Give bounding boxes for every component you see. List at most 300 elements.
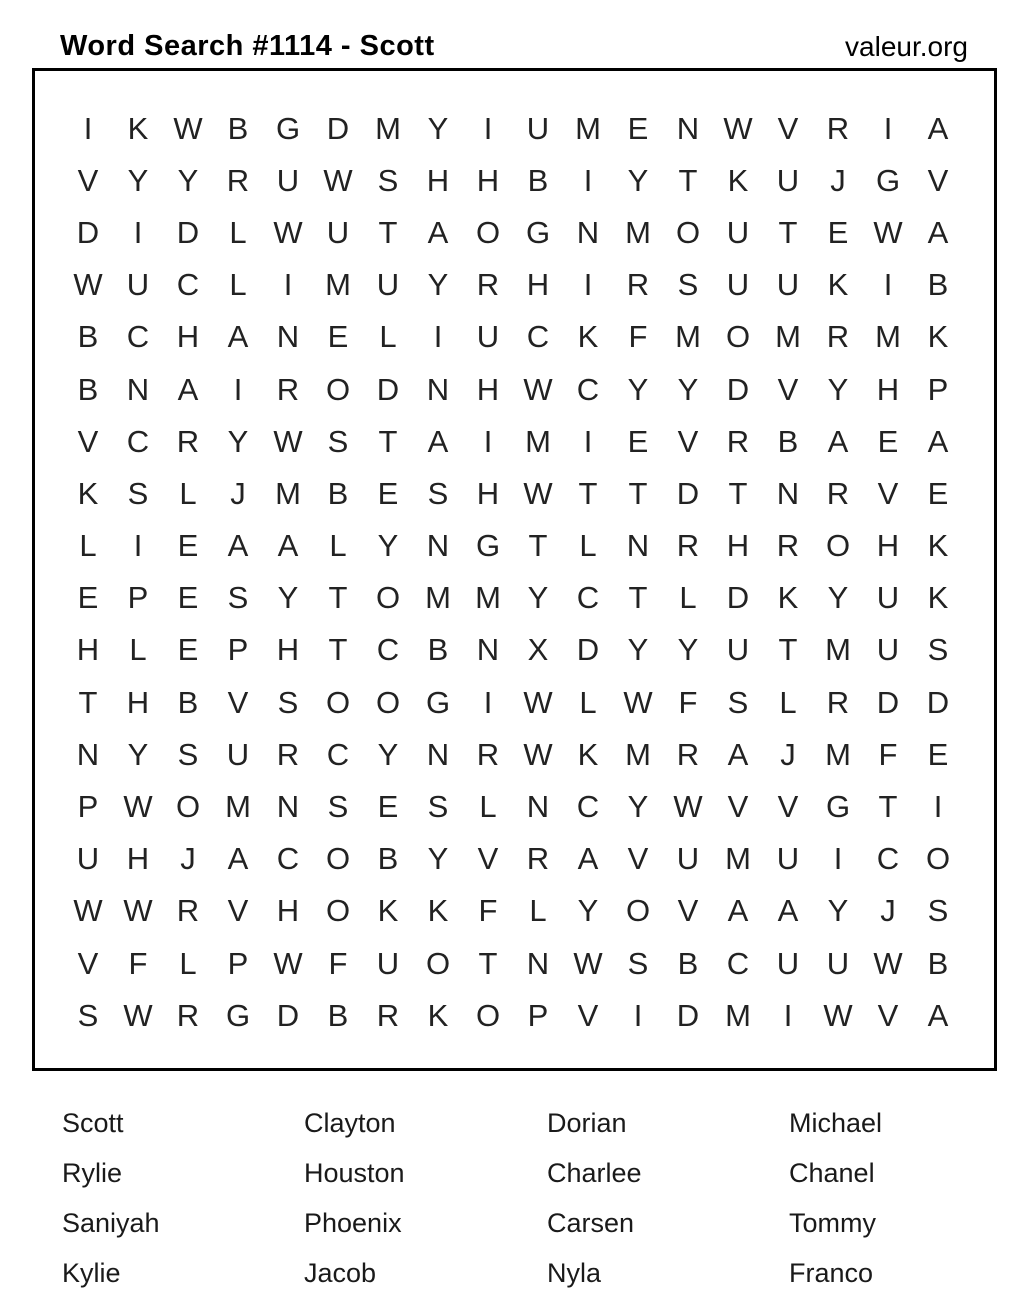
word-list-item: Franco — [789, 1257, 874, 1288]
grid-letter: R — [176, 893, 200, 929]
grid-letter: R — [226, 162, 250, 198]
grid-letter: A — [277, 528, 299, 564]
grid-letter: Y — [377, 528, 399, 564]
grid-letter: N — [676, 110, 700, 146]
word-list-item: Tommy — [789, 1207, 876, 1238]
grid-letter: T — [528, 528, 548, 564]
grid-letter: P — [227, 945, 249, 981]
grid-letter: S — [627, 945, 649, 981]
grid-letter: U — [676, 841, 700, 877]
grid-letter: H — [276, 893, 300, 929]
grid-letter: D — [926, 684, 950, 720]
grid-letter: L — [229, 214, 247, 250]
grid-letter: B — [377, 841, 399, 877]
grid-letter: O — [425, 945, 451, 981]
grid-letter: V — [777, 110, 799, 146]
grid-letter: M — [325, 267, 351, 303]
grid-letter: Y — [127, 162, 149, 198]
grid-letter: A — [727, 736, 749, 772]
grid-letter: G — [525, 214, 551, 250]
grid-letter: K — [927, 580, 949, 616]
grid-letter: U — [876, 580, 900, 616]
grid-letter: M — [875, 319, 901, 355]
grid-letter: W — [523, 684, 553, 720]
grid-letter: K — [127, 110, 149, 146]
grid-letter: M — [775, 319, 801, 355]
grid-letter: I — [883, 267, 893, 303]
grid-letter: H — [476, 371, 500, 407]
grid-letter: G — [275, 110, 301, 146]
grid-letter: Y — [677, 632, 699, 668]
word-list-item: Charlee — [547, 1157, 642, 1188]
grid-letter: I — [483, 423, 493, 459]
grid-letter: L — [329, 528, 347, 564]
grid-letter: O — [375, 580, 401, 616]
grid-letter: E — [177, 632, 199, 668]
grid-letter: D — [176, 214, 200, 250]
grid-letter: U — [776, 267, 800, 303]
grid-letter: B — [327, 475, 349, 511]
grid-letter: C — [126, 319, 150, 355]
grid-letter: N — [776, 475, 800, 511]
grid-letter: E — [877, 423, 899, 459]
grid-letter: N — [526, 789, 550, 825]
grid-letter: S — [177, 736, 199, 772]
grid-letter: D — [876, 684, 900, 720]
grid-letter: V — [477, 841, 499, 877]
grid-letter: C — [526, 319, 550, 355]
grid-letter: I — [133, 214, 143, 250]
grid-letter: M — [625, 736, 651, 772]
grid-letter: I — [483, 684, 493, 720]
grid-letter: N — [426, 736, 450, 772]
grid-letter: N — [426, 371, 450, 407]
grid-letter: S — [127, 475, 149, 511]
grid-letter: E — [327, 319, 349, 355]
grid-letter: O — [925, 841, 951, 877]
grid-letter: T — [778, 632, 798, 668]
grid-letter: Y — [627, 632, 649, 668]
grid-letter: F — [878, 736, 898, 772]
grid-letter: B — [527, 162, 549, 198]
grid-letter: D — [376, 371, 400, 407]
grid-letter: E — [627, 423, 649, 459]
grid-letter: V — [877, 997, 899, 1033]
grid-letter: J — [830, 162, 846, 198]
grid-letter: L — [129, 632, 147, 668]
grid-letter: B — [677, 945, 699, 981]
grid-letter: C — [326, 736, 350, 772]
grid-letter: E — [177, 580, 199, 616]
grid-letter: F — [478, 893, 498, 929]
grid-letter: G — [225, 997, 251, 1033]
grid-letter: V — [77, 945, 99, 981]
grid-letter: Y — [427, 110, 449, 146]
grid-letter: Y — [827, 893, 849, 929]
grid-letter: U — [326, 214, 350, 250]
grid-letter: G — [475, 528, 501, 564]
grid-letter: B — [327, 997, 349, 1033]
grid-letter: O — [475, 214, 501, 250]
grid-letter: O — [325, 841, 351, 877]
grid-letter: U — [76, 841, 100, 877]
grid-letter: W — [123, 789, 153, 825]
grid-letter: D — [326, 110, 350, 146]
grid-letter: L — [529, 893, 547, 929]
grid-letter: W — [873, 945, 903, 981]
grid-letter: L — [229, 267, 247, 303]
grid-letter: R — [276, 371, 300, 407]
grid-letter: Y — [827, 371, 849, 407]
grid-letter: R — [826, 319, 850, 355]
grid-letter: A — [827, 423, 849, 459]
word-list-item: Saniyah — [62, 1207, 160, 1238]
grid-letter: X — [527, 632, 549, 668]
grid-letter: P — [527, 997, 549, 1033]
grid-letter: A — [777, 893, 799, 929]
grid-letter: T — [678, 162, 698, 198]
grid-letter: B — [427, 632, 449, 668]
grid-letter: T — [578, 475, 598, 511]
grid-letter: A — [727, 893, 749, 929]
grid-letter: N — [126, 371, 150, 407]
grid-letter: N — [426, 528, 450, 564]
grid-letter: K — [927, 528, 949, 564]
grid-letter: S — [927, 632, 949, 668]
grid-letter: S — [427, 789, 449, 825]
grid-letter: R — [476, 267, 500, 303]
grid-letter: H — [276, 632, 300, 668]
grid-letter: N — [476, 632, 500, 668]
grid-letter: U — [276, 162, 300, 198]
grid-letter: R — [826, 475, 850, 511]
grid-letter: R — [726, 423, 750, 459]
site-name: valeur.org — [845, 31, 968, 62]
grid-letter: I — [633, 997, 643, 1033]
grid-letter: K — [427, 997, 449, 1033]
grid-letter: Y — [227, 423, 249, 459]
grid-letter: R — [176, 423, 200, 459]
grid-letter: U — [826, 945, 850, 981]
grid-letter: C — [126, 423, 150, 459]
grid-letter: H — [126, 841, 150, 877]
grid-letter: L — [779, 684, 797, 720]
grid-letter: P — [77, 789, 99, 825]
grid-letter: A — [227, 841, 249, 877]
grid-letter: K — [427, 893, 449, 929]
word-list-item: Michael — [789, 1107, 883, 1138]
grid-letter: D — [576, 632, 600, 668]
grid-letter: J — [230, 475, 246, 511]
grid-letter: U — [726, 632, 750, 668]
grid-letter: A — [177, 371, 199, 407]
grid-letter: M — [625, 214, 651, 250]
grid-letter: B — [77, 371, 99, 407]
grid-letter: D — [76, 214, 100, 250]
grid-letter: T — [628, 580, 648, 616]
grid-letter: W — [523, 371, 553, 407]
word-list-item: Phoenix — [304, 1207, 402, 1238]
grid-letter: H — [526, 267, 550, 303]
grid-letter: T — [378, 214, 398, 250]
grid-letter: E — [927, 736, 949, 772]
grid-letter: W — [623, 684, 653, 720]
grid-letter: W — [273, 945, 303, 981]
grid-letter: H — [876, 528, 900, 564]
grid-letter: C — [876, 841, 900, 877]
grid-letter: G — [425, 684, 451, 720]
grid-letter: P — [927, 371, 949, 407]
grid-letter: I — [783, 997, 793, 1033]
grid-letter: U — [776, 841, 800, 877]
word-list-item: Houston — [304, 1157, 405, 1188]
grid-letter: V — [627, 841, 649, 877]
grid-letter: B — [177, 684, 199, 720]
grid-letter: W — [523, 736, 553, 772]
grid-letter: A — [577, 841, 599, 877]
grid-letter: U — [226, 736, 250, 772]
grid-letter: I — [933, 789, 943, 825]
grid-letter: M — [675, 319, 701, 355]
grid-letter: O — [625, 893, 651, 929]
grid-letter: F — [628, 319, 648, 355]
grid-letter: H — [476, 162, 500, 198]
grid-letter: U — [526, 110, 550, 146]
grid-letter: W — [723, 110, 753, 146]
grid-letter: Y — [377, 736, 399, 772]
grid-letter: E — [377, 789, 399, 825]
grid-letter: M — [275, 475, 301, 511]
grid-letter: A — [927, 997, 949, 1033]
grid-letter: O — [475, 997, 501, 1033]
grid-letter: H — [76, 632, 100, 668]
grid-letter: J — [880, 893, 896, 929]
grid-letter: L — [579, 528, 597, 564]
grid-letter: N — [576, 214, 600, 250]
grid-letter: G — [875, 162, 901, 198]
grid-letter: P — [227, 632, 249, 668]
grid-letter: W — [173, 110, 203, 146]
grid-letter: K — [727, 162, 749, 198]
grid-letter: W — [123, 893, 153, 929]
grid-letter: R — [826, 684, 850, 720]
grid-letter: P — [127, 580, 149, 616]
grid-letter: L — [379, 319, 397, 355]
grid-letter: V — [727, 789, 749, 825]
grid-letter: W — [823, 997, 853, 1033]
grid-letter: W — [523, 475, 553, 511]
grid-letter: J — [180, 841, 196, 877]
grid-letter: O — [175, 789, 201, 825]
grid-letter: Y — [627, 371, 649, 407]
grid-letter: K — [377, 893, 399, 929]
grid-letter: I — [133, 528, 143, 564]
grid-letter: R — [476, 736, 500, 772]
grid-letter: S — [427, 475, 449, 511]
grid-letter: R — [626, 267, 650, 303]
grid-letter: Y — [427, 841, 449, 877]
word-list — [62, 1098, 1030, 1298]
grid-letter: N — [626, 528, 650, 564]
grid-letter: Y — [827, 580, 849, 616]
grid-letter: H — [876, 371, 900, 407]
grid-letter: I — [283, 267, 293, 303]
grid-letter: V — [77, 162, 99, 198]
grid-letter: S — [727, 684, 749, 720]
grid-letter: L — [179, 945, 197, 981]
word-list-item: Rylie — [62, 1157, 123, 1188]
grid-letter: A — [927, 110, 949, 146]
grid-letter: R — [676, 528, 700, 564]
grid-letter: I — [583, 162, 593, 198]
grid-letter: R — [826, 110, 850, 146]
grid-letter: M — [725, 841, 751, 877]
grid-letter: M — [525, 423, 551, 459]
grid-letter: U — [476, 319, 500, 355]
grid-letter: W — [573, 945, 603, 981]
grid-letter: W — [673, 789, 703, 825]
grid-letter: U — [776, 162, 800, 198]
grid-letter: I — [883, 110, 893, 146]
grid-letter: D — [676, 475, 700, 511]
grid-letter: A — [427, 423, 449, 459]
grid-letter: M — [825, 632, 851, 668]
grid-letter: V — [677, 893, 699, 929]
grid-letter: O — [325, 371, 351, 407]
grid-letter: B — [777, 423, 799, 459]
grid-letter: O — [675, 214, 701, 250]
grid-letter: A — [927, 423, 949, 459]
grid-letter: I — [83, 110, 93, 146]
word-list-item: Dorian — [547, 1107, 627, 1138]
grid-letter: K — [777, 580, 799, 616]
grid-letter: K — [77, 475, 99, 511]
grid-letter: T — [628, 475, 648, 511]
grid-letter: H — [176, 319, 200, 355]
grid-letter: A — [927, 214, 949, 250]
grid-letter: K — [577, 319, 599, 355]
grid-letter: A — [227, 528, 249, 564]
grid-letter: K — [927, 319, 949, 355]
word-list-item: Kylie — [62, 1257, 121, 1288]
grid-letter: L — [479, 789, 497, 825]
grid-letter: O — [325, 684, 351, 720]
grid-letter: D — [726, 580, 750, 616]
grid-letter: S — [927, 893, 949, 929]
grid-letter: Y — [427, 267, 449, 303]
grid-letter: V — [777, 789, 799, 825]
grid-letter: I — [583, 267, 593, 303]
grid-letter: R — [176, 997, 200, 1033]
letter-grid — [63, 102, 963, 1041]
grid-letter: O — [375, 684, 401, 720]
grid-letter: I — [833, 841, 843, 877]
grid-letter: S — [677, 267, 699, 303]
grid-letter: S — [77, 997, 99, 1033]
grid-letter: V — [577, 997, 599, 1033]
grid-letter: U — [376, 945, 400, 981]
grid-letter: S — [277, 684, 299, 720]
grid-letter: Y — [177, 162, 199, 198]
grid-letter: M — [225, 789, 251, 825]
grid-letter: Y — [277, 580, 299, 616]
grid-letter: I — [583, 423, 593, 459]
grid-letter: B — [927, 945, 949, 981]
grid-letter: C — [576, 580, 600, 616]
grid-letter: B — [227, 110, 249, 146]
grid-letter: O — [825, 528, 851, 564]
grid-letter: U — [726, 267, 750, 303]
grid-letter: M — [425, 580, 451, 616]
grid-letter: R — [776, 528, 800, 564]
grid-letter: R — [376, 997, 400, 1033]
grid-letter: C — [376, 632, 400, 668]
grid-letter: D — [726, 371, 750, 407]
grid-letter: R — [526, 841, 550, 877]
grid-letter: C — [176, 267, 200, 303]
grid-letter: G — [825, 789, 851, 825]
grid-letter: M — [575, 110, 601, 146]
grid-letter: N — [276, 319, 300, 355]
word-list-item: Scott — [62, 1107, 124, 1138]
grid-letter: I — [433, 319, 443, 355]
grid-letter: U — [726, 214, 750, 250]
grid-letter: V — [777, 371, 799, 407]
grid-letter: E — [627, 110, 649, 146]
grid-letter: H — [126, 684, 150, 720]
grid-letter: A — [427, 214, 449, 250]
grid-letter: V — [227, 684, 249, 720]
grid-letter: U — [376, 267, 400, 303]
grid-letter: T — [478, 945, 498, 981]
grid-letter: J — [780, 736, 796, 772]
word-list-item: Carsen — [547, 1207, 635, 1238]
grid-letter: S — [227, 580, 249, 616]
grid-letter: I — [233, 371, 243, 407]
grid-letter: R — [676, 736, 700, 772]
grid-letter: K — [577, 736, 599, 772]
grid-letter: T — [778, 214, 798, 250]
grid-letter: E — [77, 580, 99, 616]
grid-letter: R — [276, 736, 300, 772]
grid-letter: V — [927, 162, 949, 198]
grid-letter: W — [123, 997, 153, 1033]
grid-letter: W — [73, 893, 103, 929]
grid-letter: F — [328, 945, 348, 981]
grid-letter: W — [273, 214, 303, 250]
grid-letter: K — [827, 267, 849, 303]
grid-letter: Y — [127, 736, 149, 772]
grid-letter: W — [323, 162, 353, 198]
grid-letter: O — [725, 319, 751, 355]
grid-letter: D — [676, 997, 700, 1033]
page-title: Word Search #1114 - Scott — [60, 30, 435, 62]
grid-letter: N — [276, 789, 300, 825]
grid-letter: U — [776, 945, 800, 981]
grid-letter: S — [327, 423, 349, 459]
word-list-item: Jacob — [304, 1257, 377, 1288]
grid-letter: N — [76, 736, 100, 772]
grid-letter: H — [476, 475, 500, 511]
word-list-item: Chanel — [789, 1157, 875, 1188]
grid-letter: E — [927, 475, 949, 511]
grid-letter: A — [227, 319, 249, 355]
grid-letter: N — [526, 945, 550, 981]
grid-letter: C — [726, 945, 750, 981]
grid-letter: C — [576, 371, 600, 407]
grid-letter: V — [77, 423, 99, 459]
grid-letter: U — [126, 267, 150, 303]
